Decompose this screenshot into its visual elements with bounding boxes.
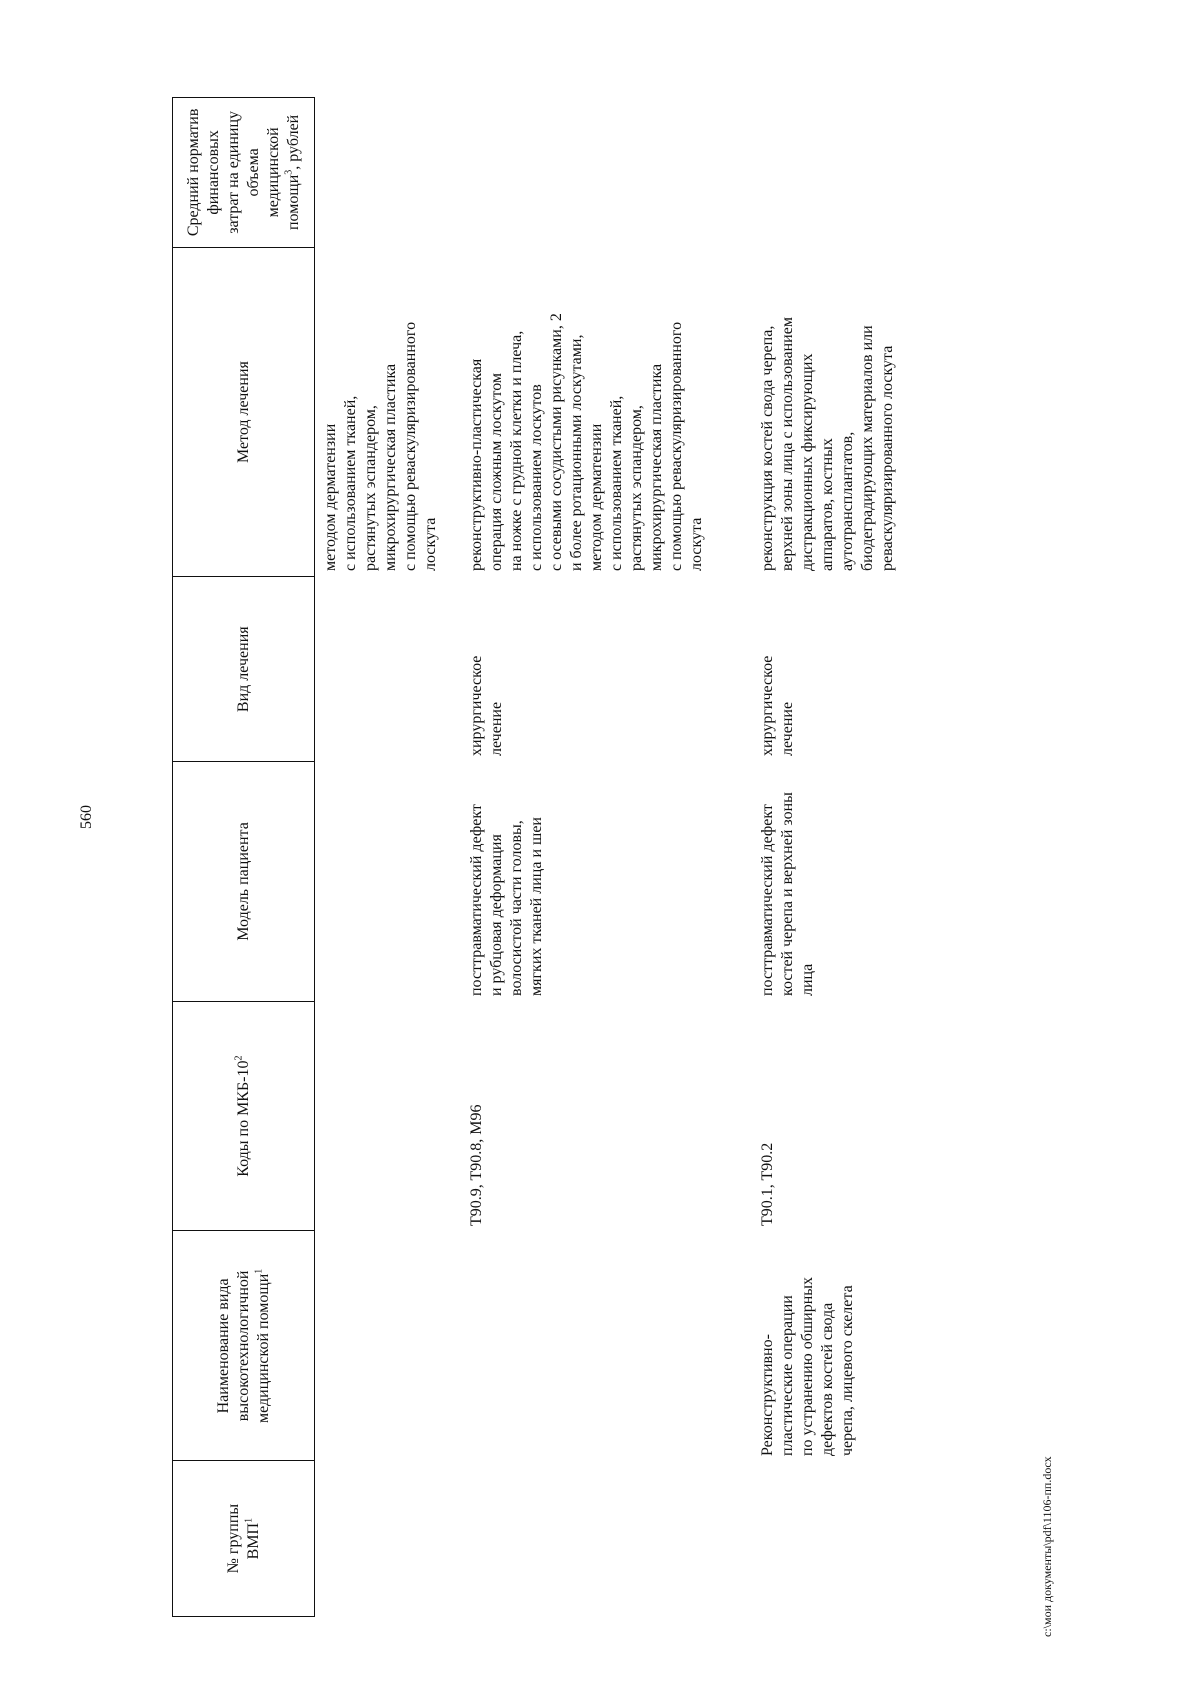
cell-name [467, 1232, 707, 1462]
cell-method [467, 247, 707, 577]
vmp-table [172, 97, 896, 1617]
cell-line: растянутых эспандером, [362, 405, 379, 571]
cell-line: реваскуляризированного лоскута [879, 345, 896, 571]
cell-line: методом дерматензии [322, 423, 339, 571]
cell-line: хирургическое [468, 655, 485, 756]
cell-line: и рубцовая деформация [488, 834, 505, 996]
header-name: Наименование вида высокотехнологичной медицинской помощи$^1$ [173, 1232, 314, 1462]
table-row [758, 97, 898, 1617]
table-header-row [172, 97, 315, 1617]
cell-line: с использованием тканей, [342, 395, 359, 571]
table-row [321, 97, 441, 1617]
cell-line: черепа, лицевого скелета [839, 1285, 856, 1456]
header-group-no: № группы ВМП$^1$ [224, 1503, 262, 1574]
cell-treatment [467, 577, 707, 762]
cell-treatment [321, 577, 441, 762]
cell-method [758, 247, 898, 577]
cell-line: лица [799, 963, 816, 996]
cell-method [321, 247, 441, 577]
cell-line: аппаратов, костных [819, 438, 836, 571]
cell-line: с использованием тканей, [608, 395, 625, 571]
cell-line: с осевыми сосудистыми рисунками, 2 [548, 313, 565, 571]
cell-line: костей черепа и верхней зоны [779, 792, 796, 996]
cell-line: посттравматический дефект [759, 804, 776, 996]
cell-line: аутотрансплантатов, [839, 431, 856, 571]
cell-cost [321, 97, 441, 247]
header-treatment: Вид лечения [173, 577, 314, 762]
table-row [467, 97, 707, 1617]
header-model: Модель пациента [173, 762, 314, 1002]
cell-line: лоскута [688, 517, 705, 571]
cell-line: с помощью реваскуляризированного [402, 321, 419, 571]
footer-file-path: c:\мои документы\pdf\1106-пп.docx [1040, 1456, 1054, 1637]
cell-line: по устранению обширных [799, 1276, 816, 1456]
cell-line: лечение [488, 701, 505, 756]
cell-line: операция сложным лоскутом [488, 372, 505, 571]
cell-line: пластические операции [779, 1295, 796, 1456]
cell-line: и более ротационными лоскутами, [568, 334, 585, 571]
cell-line: волосистой части головы, [508, 820, 525, 996]
cell-name [321, 1232, 441, 1462]
cell-group-no [467, 1462, 707, 1617]
cell-codes: T90.9, T90.8, M96 [468, 1104, 485, 1226]
cell-model [321, 762, 441, 1002]
cell-line: на ножке с грудной клетки и плеча, [508, 330, 525, 571]
cell-line: микрохирургическая пластика [648, 363, 665, 571]
cell-line: биодеградирующих материалов или [859, 325, 876, 571]
cell-group-no [321, 1462, 441, 1617]
cell-line: растянутых эспандером, [628, 405, 645, 571]
cell-line: лечение [779, 701, 796, 756]
cell-line: Реконструктивно- [759, 1334, 776, 1456]
cell-line: дефектов костей свода [819, 1302, 836, 1456]
header-cost: Средний норматив финансовых затрат на единицу объема медицинской помощи$^3$, рублей [173, 98, 314, 248]
header-method: Метод лечения [173, 248, 314, 578]
cell-model [467, 762, 707, 1002]
cell-line: реконструктивно-пластическая [468, 358, 485, 571]
cell-treatment [758, 577, 898, 762]
cell-line: с использованием лоскутов [528, 384, 545, 571]
cell-line: хирургическое [759, 655, 776, 756]
cell-codes: T90.1, T90.2 [759, 1142, 776, 1226]
cell-model [758, 762, 898, 1002]
cell-line: посттравматический дефект [468, 804, 485, 996]
cell-codes [321, 1002, 441, 1232]
cell-cost [467, 97, 707, 247]
cell-line: микрохирургическая пластика [382, 363, 399, 571]
cell-cost [758, 97, 898, 247]
cell-line: с помощью реваскуляризированного [668, 321, 685, 571]
cell-line: мягких тканей лица и шеи [528, 817, 545, 996]
cell-name [758, 1232, 898, 1462]
cell-group-no [758, 1462, 898, 1617]
cell-line: лоскута [422, 517, 439, 571]
cell-line: дистракционных фиксирующих [799, 353, 816, 571]
page-number: 560 [78, 805, 95, 829]
cell-line: реконструкция костей свода черепа, [759, 325, 776, 571]
header-codes: Коды по МКБ-$10^2$ [173, 1002, 314, 1232]
cell-line: методом дерматензии [588, 423, 605, 571]
cell-line: верхней зоны лица с использованием [779, 317, 796, 571]
